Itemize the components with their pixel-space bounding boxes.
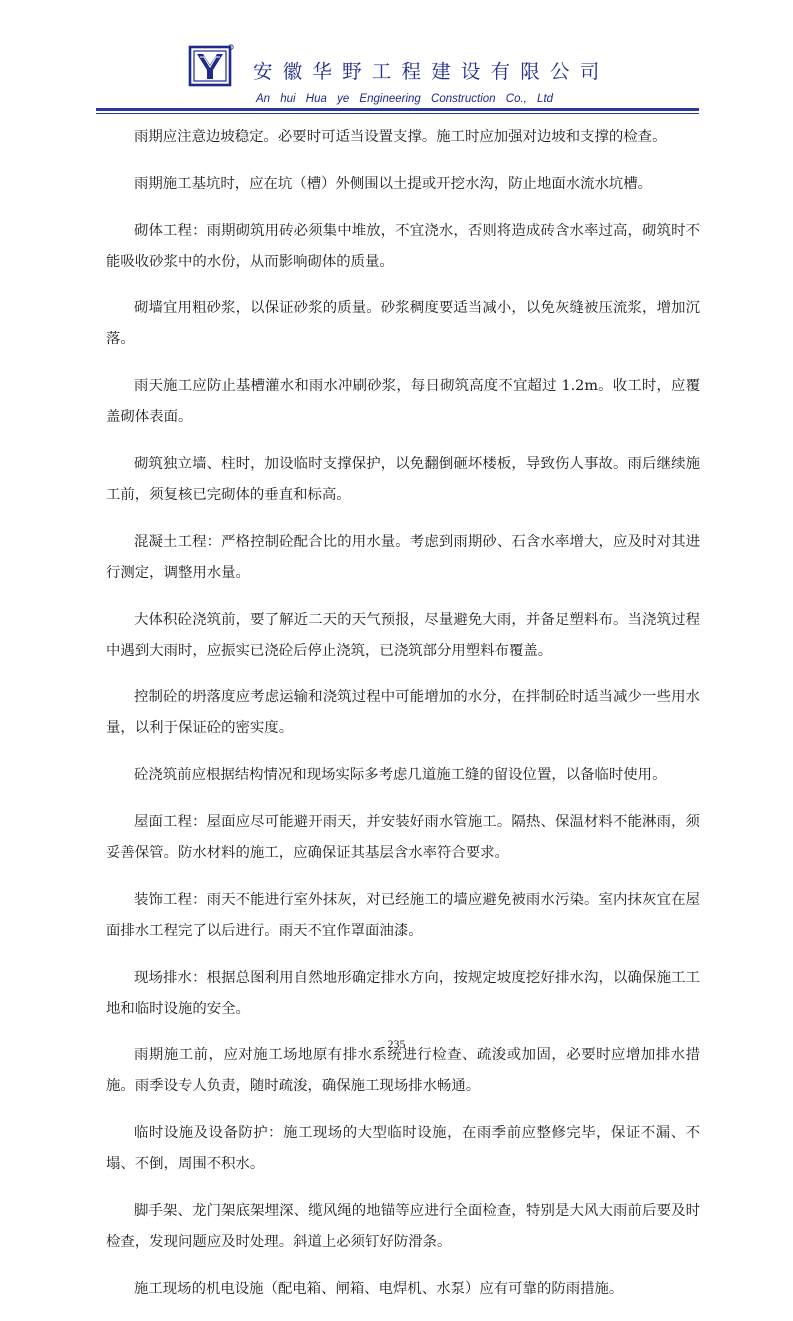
paragraph: 砌墙宜用粗砂浆，以保证砂浆的质量。砂浆稠度要适当减小，以免灰缝被压流浆，增加沉落。 (106, 300, 700, 348)
header-divider-thin (96, 113, 699, 114)
header-divider-thick (96, 108, 699, 111)
company-name-chinese: 安徽华野工程建设有限公司 (253, 60, 610, 83)
paragraph: 大体积砼浇筑前，要了解近二天的天气预报，尽量避免大雨，并备足塑料布。当浇筑过程中遇到大雨时，应振实已浇砼后停止浇筑，已浇筑部分用塑料布覆盖。 (106, 611, 700, 659)
paragraph: 施工现场的机电设施（配电箱、闸箱、电焊机、水泵）应有可靠的防雨措施。 (134, 1280, 624, 1297)
paragraph: 控制砼的坍落度应考虑运输和浇筑过程中可能增加的水分，在拌制砼时适当减少一些用水量，以利于保证砼的密实度。 (106, 689, 700, 737)
paragraph: 脚手架、龙门架底架埋深、缆风绳的地锚等应进行全面检查，特别是大风大雨前后要及时检查，发现问题应及时处理。斜道上必须钉好防滑条。 (106, 1202, 700, 1250)
company-logo-y-icon (188, 43, 234, 87)
page-number: 235 (387, 1037, 406, 1051)
paragraph: 砌体工程：雨期砌筑用砖必须集中堆放，不宜浇水，否则将造成砖含水率过高，砌筑时不能吸收砂浆中的水份，从而影响砌体的质量。 (106, 222, 700, 270)
company-name-english: An hui Hua ye Engineering Construction Co., Ltd (256, 93, 554, 105)
paragraph: 砌筑独立墙、柱时，加设临时支撑保护，以免翻倒砸坏楼板，导致伤人事故。雨后继续施工前，须复核已完砌体的垂直和标高。 (106, 455, 700, 503)
paragraph: 砼浇筑前应根据结构情况和现场实际多考虑几道施工缝的留设位置，以备临时使用。 (134, 767, 667, 784)
document-body (106, 122, 700, 1321)
paragraph: 雨期施工前，应对施工场地原有排水系统进行检查、疏浚或加固，必要时应增加排水措施。雨季设专人负责，随时疏浚，确保施工现场排水畅通。 (106, 1047, 700, 1095)
page-header (0, 0, 793, 120)
paragraph: 雨天施工应防止基槽灌水和雨水冲刷砂浆，每日砌筑高度不宜超过 1.2m。收工时，应覆盖砌体表面。 (106, 378, 700, 426)
paragraph: 现场排水：根据总图利用自然地形确定排水方向，按规定坡度挖好排水沟，以确保施工工地和临时设施的安全。 (106, 969, 700, 1017)
paragraph: 雨期应注意边坡稳定。必要时可适当设置支撑。施工时应加强对边坡和支撑的检查。 (134, 129, 667, 145)
paragraph: 屋面工程：屋面应尽可能避开雨天，并安装好雨水管施工。隔热、保温材料不能淋雨，须妥善保管。防水材料的施工，应确保证其基层含水率符合要求。 (106, 813, 700, 861)
paragraph: 混凝土工程：严格控制砼配合比的用水量。考虑到雨期砂、石含水率增大，应及时对其进行测定，调整用水量。 (106, 533, 700, 581)
paragraph: 装饰工程：雨天不能进行室外抹灰，对已经施工的墙应避免被雨水污染。室内抹灰宜在屋面排水工程完了以后进行。雨天不宜作罩面油漆。 (106, 891, 700, 939)
paragraph: 雨期施工基坑时，应在坑（槽）外侧围以土提或开挖水沟，防止地面水流水坑槽。 (134, 175, 653, 192)
paragraph: 临时设施及设备防护：施工现场的大型临时设施，在雨季前应整修完毕，保证不漏、不塌、不倒，周围不积水。 (106, 1125, 700, 1173)
